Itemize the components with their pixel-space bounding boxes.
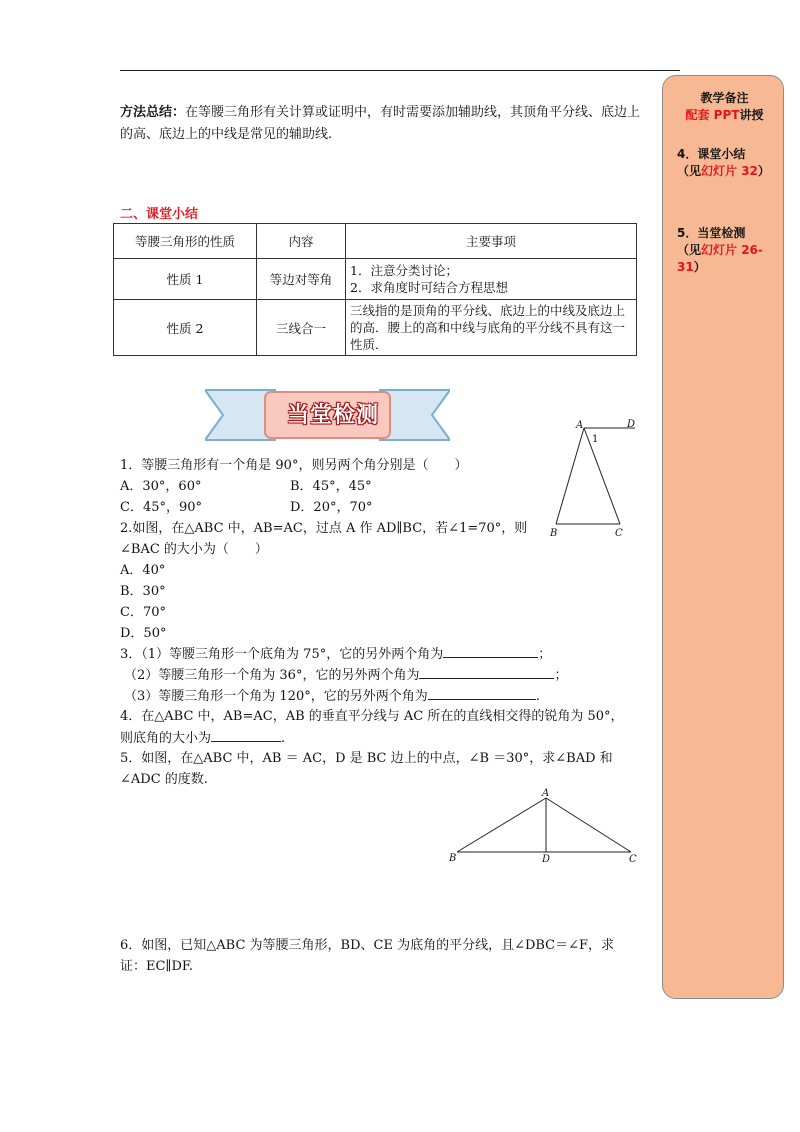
method-label: 方法总结：	[120, 105, 186, 120]
notes-item4-title: 4．课堂小结	[677, 147, 746, 161]
label-d: D	[627, 419, 636, 430]
label-b: B	[449, 853, 457, 864]
q3-line-3	[124, 685, 540, 707]
q2-option-b: B．30°	[120, 584, 166, 599]
table-cell: 三线合一	[257, 300, 346, 356]
table-row	[114, 259, 637, 300]
summary-table	[113, 223, 637, 356]
label-a: A	[576, 420, 584, 431]
q2-stem: 2.如图，在△ABC 中，AB=AC，过点 A 作 AD∥BC，若∠1=70°，则	[120, 521, 528, 536]
label-d: D	[542, 854, 551, 865]
answer-blank[interactable]	[428, 685, 536, 700]
figure-triangle-parallel	[542, 418, 642, 543]
q3-text-2: （2）等腰三角形一个角为 36°，它的另外两个角为	[124, 668, 420, 683]
top-rule	[120, 70, 680, 71]
notes-title: 教学备注	[700, 91, 749, 105]
notes-item5-title: 5．当堂检测	[677, 226, 746, 240]
notes-item5-ref	[677, 242, 772, 276]
q2-option-a: A．40°	[120, 563, 166, 578]
ref-close: ）	[757, 164, 770, 178]
q1-option-c: C．45°，90°	[120, 500, 203, 515]
note-line: 1．注意分类讨论；	[350, 263, 458, 278]
table-cell	[346, 259, 637, 300]
table-header: 内容	[257, 224, 346, 259]
method-summary	[120, 102, 650, 146]
q3-line-1	[120, 643, 551, 665]
q6-line-2: 证：EC∥DF.	[120, 959, 193, 974]
q4-text-2: 则底角的大小为	[120, 731, 212, 746]
q2-stem-cont: ∠BAC 的大小为（ ）	[120, 542, 268, 557]
notes-lecture-label: 讲授	[739, 108, 764, 122]
banner-title: 当堂检测	[286, 403, 379, 428]
slide-ref-32: 幻灯片 32	[701, 164, 758, 178]
answer-blank[interactable]	[419, 664, 554, 679]
table-header: 等腰三角形的性质	[114, 224, 257, 259]
q2-option-d: D．50°	[120, 626, 167, 641]
q3-end-1: ；	[538, 647, 552, 662]
ref-close: ）	[693, 260, 706, 274]
ref-open: （见	[677, 164, 702, 178]
q3-text-3: （3）等腰三角形一个角为 120°，它的另外两个角为	[124, 689, 428, 704]
answer-blank[interactable]	[211, 727, 281, 742]
note-line: 2．求角度时可结合方程思想	[350, 280, 508, 295]
q1-stem: 1．等腰三角形有一个角是 90°，则另两个角分别是（ ）	[120, 458, 468, 473]
notes-ppt-label: 配套 PPT	[685, 108, 740, 122]
table-cell: 性质 1	[114, 259, 257, 300]
table-header-row	[114, 224, 637, 259]
answer-blank[interactable]	[443, 643, 538, 658]
method-text: 在等腰三角形有关计算或证明中，有时需要添加辅助线，其顶角平分线、底边上的高、底边上的中线是常见的辅助线.	[120, 105, 641, 142]
q3-end-3: .	[535, 689, 540, 704]
table-header: 主要事项	[346, 224, 637, 259]
q2-option-c: C．70°	[120, 605, 166, 620]
table-cell: 三线指的是顶角的平分线、底边上的中线及底边上的高．腰上的高和中线与底角的平分线不具有这一性质．	[346, 300, 637, 356]
q3-text-1: 3．（1）等腰三角形一个底角为 75°，它的另外两个角为	[120, 647, 444, 662]
label-c: C	[615, 528, 623, 539]
q6-line-1: 6．如图，已知△ABC 为等腰三角形，BD、CE 为底角的平分线，且∠DBC＝∠F，求	[120, 938, 615, 953]
q4-end: .	[281, 731, 286, 746]
q3-end-2: ；	[554, 668, 568, 683]
teaching-notes-content	[677, 90, 772, 276]
label-b: B	[550, 528, 558, 539]
notes-item4-ref	[677, 163, 772, 180]
label-c: C	[629, 854, 637, 865]
q1-option-d: D．20°，70°	[290, 500, 373, 515]
slide-ref-26-31: 幻灯片 26-31	[677, 243, 763, 274]
label-a: A	[542, 788, 550, 799]
table-row	[114, 300, 637, 356]
table-cell: 性质 2	[114, 300, 257, 356]
figure-isosceles-median	[445, 785, 645, 865]
q1-option-a: A．30°，60°	[120, 479, 202, 494]
q4-line-2	[120, 727, 285, 749]
q1-option-b: B．45°，45°	[290, 479, 372, 494]
q4-line-1: 4．在△ABC 中，AB=AC，AB 的垂直平分线与 AC 所在的直线相交得的锐角为 50°，	[120, 709, 624, 724]
label-angle-1: 1	[592, 434, 599, 445]
q3-line-2	[124, 664, 567, 686]
section-title-summary: 二、课堂小结	[120, 207, 199, 222]
q5-line-2: ∠ADC 的度数.	[120, 772, 208, 787]
ref-open: （见	[677, 243, 702, 257]
notes-subtitle	[677, 107, 772, 124]
q5-line-1: 5．如图，在△ABC 中，AB ＝ AC，D 是 BC 边上的中点，∠B ＝30°，求∠BAD 和	[120, 751, 613, 766]
table-cell: 等边对等角	[257, 259, 346, 300]
